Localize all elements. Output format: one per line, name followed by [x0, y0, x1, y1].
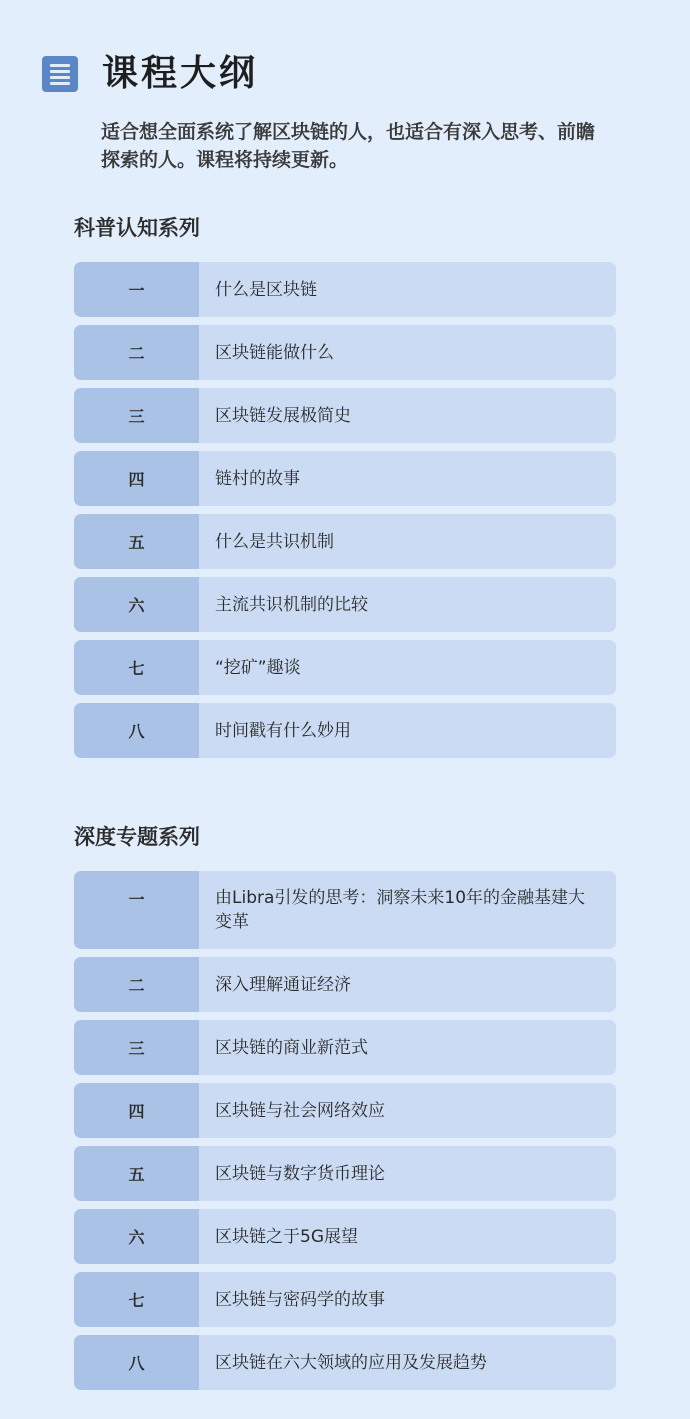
course-title: 区块链发展极简史 [199, 388, 616, 443]
course-title: 区块链之于5G展望 [199, 1209, 616, 1264]
course-number: 二 [74, 325, 199, 380]
page-header [42, 52, 258, 96]
course-item[interactable] [74, 262, 616, 317]
course-item[interactable] [74, 957, 616, 1012]
course-number: 三 [74, 388, 199, 443]
list-icon [42, 56, 78, 92]
course-title: 什么是区块链 [199, 262, 616, 317]
course-number: 八 [74, 1335, 199, 1390]
course-item[interactable] [74, 514, 616, 569]
section-title-deep: 深度专题系列 [74, 825, 200, 849]
course-number: 一 [74, 871, 199, 949]
course-title: 区块链在六大领域的应用及发展趋势 [199, 1335, 616, 1390]
course-title: 深入理解通证经济 [199, 957, 616, 1012]
course-title: 由Libra引发的思考：洞察未来10年的金融基建大变革 [199, 871, 616, 949]
course-title: 主流共识机制的比较 [199, 577, 616, 632]
course-title: 链村的故事 [199, 451, 616, 506]
course-title: 区块链与数字货币理论 [199, 1146, 616, 1201]
course-item[interactable] [74, 1272, 616, 1327]
course-item[interactable] [74, 640, 616, 695]
page-title: 课程大纲 [102, 53, 259, 94]
course-number: 五 [74, 514, 199, 569]
course-number: 四 [74, 1083, 199, 1138]
course-number: 六 [74, 1209, 199, 1264]
course-title: 区块链能做什么 [199, 325, 616, 380]
course-title: 区块链与社会网络效应 [199, 1083, 616, 1138]
course-item[interactable] [74, 451, 616, 506]
course-title: 区块链与密码学的故事 [199, 1272, 616, 1327]
section-title-popular: 科普认知系列 [74, 216, 200, 240]
course-number: 七 [74, 640, 199, 695]
course-number: 五 [74, 1146, 199, 1201]
course-item[interactable] [74, 703, 616, 758]
course-item[interactable] [74, 1335, 616, 1390]
course-number: 七 [74, 1272, 199, 1327]
course-title: 区块链的商业新范式 [199, 1020, 616, 1075]
course-item[interactable] [74, 871, 616, 949]
course-item[interactable] [74, 388, 616, 443]
course-item[interactable] [74, 1083, 616, 1138]
course-item[interactable] [74, 1020, 616, 1075]
course-title: 什么是共识机制 [199, 514, 616, 569]
course-number: 四 [74, 451, 199, 506]
course-list-popular [74, 262, 616, 766]
intro-text: 适合想全面系统了解区块链的人，也适合有深入思考、前瞻探索的人。课程将持续更新。 [101, 121, 596, 171]
course-title: 时间戳有什么妙用 [199, 703, 616, 758]
course-title: “挖矿”趣谈 [199, 640, 616, 695]
course-item[interactable] [74, 1146, 616, 1201]
course-number: 八 [74, 703, 199, 758]
course-item[interactable] [74, 1209, 616, 1264]
course-number: 三 [74, 1020, 199, 1075]
course-list-deep [74, 871, 616, 1398]
course-number: 二 [74, 957, 199, 1012]
course-number: 一 [74, 262, 199, 317]
course-item[interactable] [74, 325, 616, 380]
course-number: 六 [74, 577, 199, 632]
course-item[interactable] [74, 577, 616, 632]
